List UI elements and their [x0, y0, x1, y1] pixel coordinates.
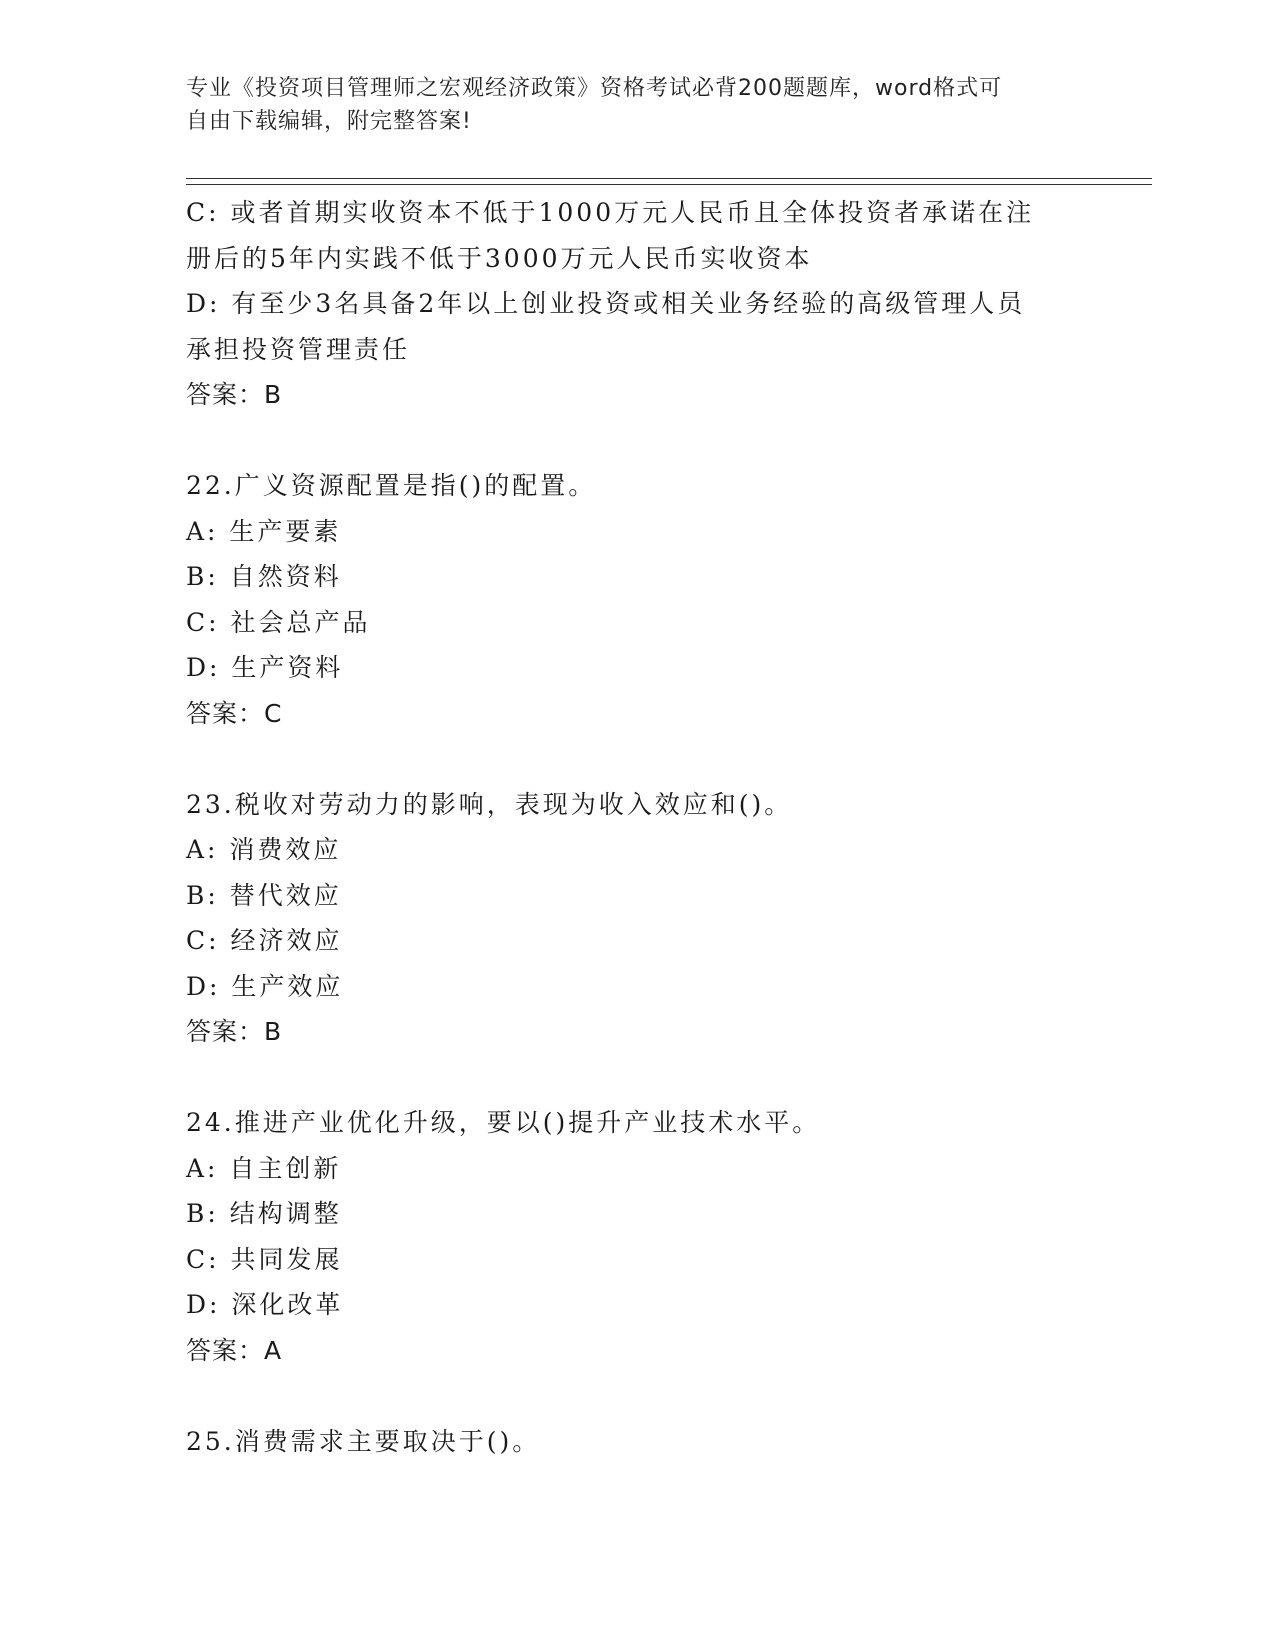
q24-question: 24.推进产业优化升级，要以()提升产业技术水平。	[186, 1108, 821, 1137]
q23-answer: 答案：B	[186, 1017, 283, 1046]
q22-answer: 答案：C	[186, 698, 283, 728]
q24-option-c: C: 共同发展	[186, 1244, 343, 1274]
q23-question: 23.税收对劳动力的影响，表现为收入效应和()。	[186, 789, 793, 819]
q21-answer: 答案：B	[186, 380, 283, 409]
question-21-continued	[186, 190, 1086, 418]
header-title-line-2: 自由下载编辑，附完整答案!	[186, 109, 472, 134]
q23-option-a: A: 消费效应	[186, 835, 342, 864]
spacer	[186, 418, 1086, 464]
q24-option-a: A: 自主创新	[186, 1153, 342, 1183]
q22-option-c: C: 社会总产品	[186, 607, 371, 637]
q25-question: 25.消费需求主要取决于()。	[186, 1426, 541, 1456]
spacer	[186, 1055, 1086, 1101]
q21-option-d-line-1: D: 有至少3名具备2年以上创业投资或相关业务经验的高级管理人员	[186, 289, 1026, 318]
question-22	[186, 463, 1086, 736]
q24-answer: 答案：A	[186, 1335, 283, 1365]
header-divider-top	[186, 178, 1152, 179]
q22-option-a: A: 生产要素	[186, 516, 342, 546]
q24-option-d: D: 深化改革	[186, 1290, 344, 1319]
q23-option-d: D: 生产效应	[186, 971, 344, 1001]
q22-option-b: B: 自然资料	[186, 562, 342, 591]
header-title-line-1: 专业《投资项目管理师之宏观经济政策》资格考试必背200题题库，word格式可	[186, 76, 1003, 101]
question-23	[186, 782, 1086, 1055]
q21-option-d-line-2: 承担投资管理责任	[186, 334, 411, 364]
spacer	[186, 736, 1086, 782]
q23-option-b: B: 替代效应	[186, 880, 342, 910]
header-divider-bottom	[186, 184, 1152, 185]
question-25	[186, 1419, 1086, 1465]
q24-option-b: B: 结构调整	[186, 1199, 342, 1228]
spacer	[186, 1373, 1086, 1419]
q21-option-c-line-2: 册后的5年内实践不低于3000万元人民币实收资本	[186, 243, 813, 273]
q22-question: 22.广义资源配置是指()的配置。	[186, 471, 597, 500]
question-list	[186, 190, 1086, 1464]
page-header	[186, 72, 1066, 138]
q21-option-c-line-1: C: 或者首期实收资本不低于1000万元人民币且全体投资者承诺在注	[186, 198, 1035, 227]
question-24	[186, 1100, 1086, 1373]
q23-option-c: C: 经济效应	[186, 926, 343, 955]
q22-option-d: D: 生产资料	[186, 653, 344, 682]
